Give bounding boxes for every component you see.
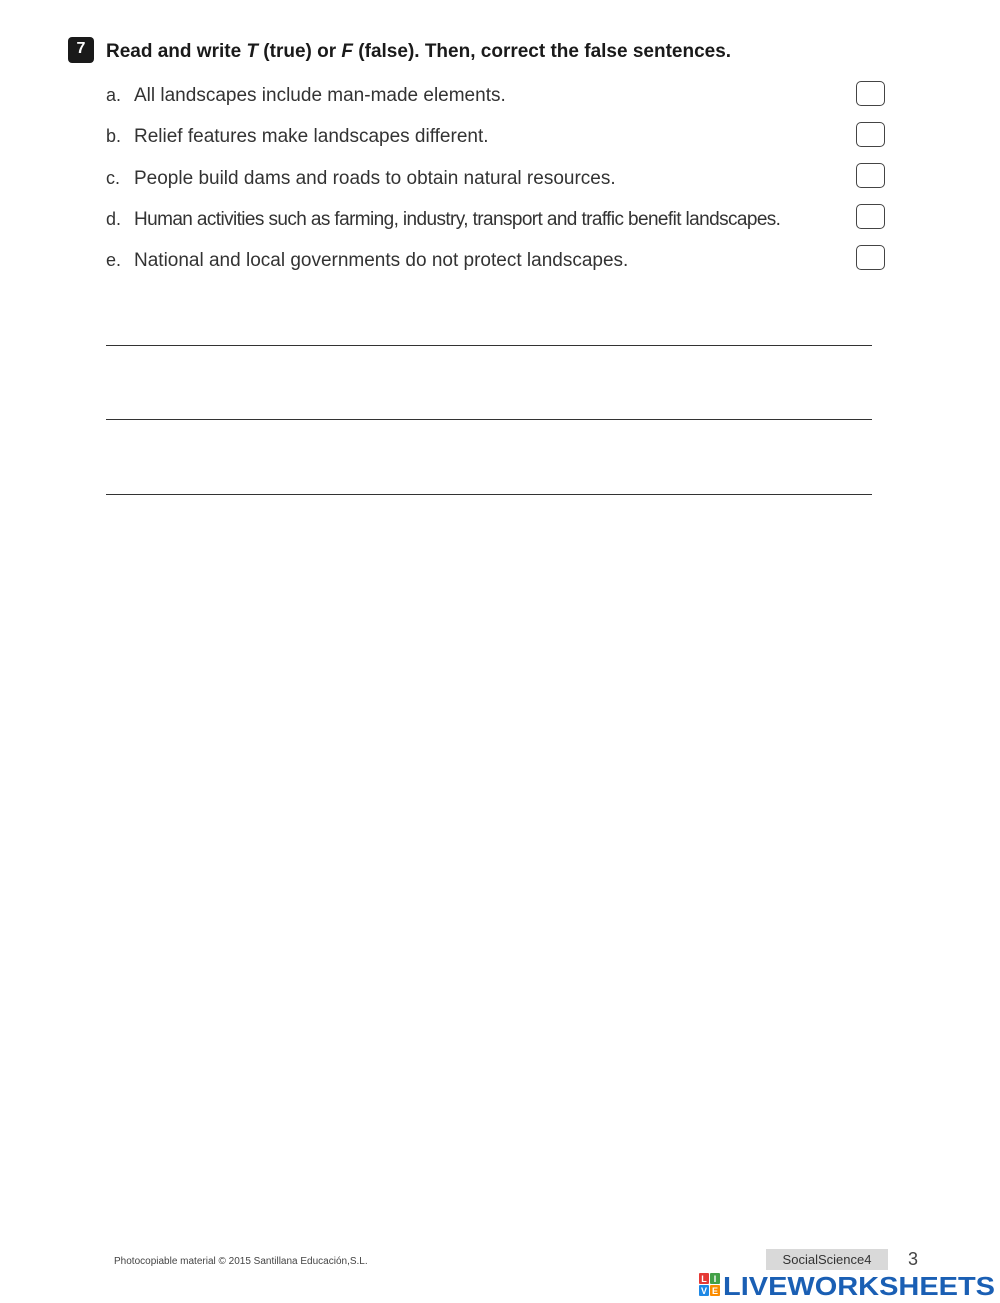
statement-text: Relief features make landscapes different. bbox=[134, 126, 489, 147]
svg-text:E: E bbox=[711, 1286, 719, 1296]
statement-text: National and local governments do not protect landscapes. bbox=[134, 250, 629, 271]
statement-letter: a. bbox=[106, 85, 122, 105]
correction-line-2[interactable] bbox=[106, 419, 872, 420]
statement-e bbox=[106, 250, 628, 272]
page-number: 3 bbox=[908, 1249, 919, 1269]
answer-box-c[interactable] bbox=[856, 163, 885, 188]
answer-box-d[interactable] bbox=[856, 204, 885, 229]
correction-line-1[interactable] bbox=[106, 345, 872, 346]
statement-text: People build dams and roads to obtain natural resources. bbox=[134, 168, 616, 189]
logo-wordmark: LIVEWORKSHEETS bbox=[723, 1271, 995, 1299]
exercise-title: Read and write T (true) or F (false). Then, correct the false sentences. bbox=[106, 41, 732, 62]
statement-a bbox=[106, 85, 506, 107]
exercise-number: 7 bbox=[68, 37, 94, 63]
answer-box-b[interactable] bbox=[856, 122, 885, 147]
answer-box-a[interactable] bbox=[856, 81, 885, 106]
statement-letter: c. bbox=[106, 168, 121, 188]
svg-text:I: I bbox=[713, 1274, 717, 1284]
liveworksheets-logo[interactable] bbox=[699, 1271, 996, 1299]
statement-text: Human activities such as farming, industry, transport and traffic benefit landscapes. bbox=[134, 209, 781, 230]
book-tag: SocialScience4 bbox=[766, 1249, 888, 1270]
svg-text:L: L bbox=[701, 1274, 707, 1284]
statement-c bbox=[106, 168, 616, 190]
statement-letter: e. bbox=[106, 250, 122, 270]
statement-b bbox=[106, 126, 489, 148]
statement-text: All landscapes include man-made elements. bbox=[134, 85, 506, 106]
svg-text:V: V bbox=[700, 1286, 708, 1296]
statement-d bbox=[106, 209, 780, 231]
answer-box-e[interactable] bbox=[856, 245, 885, 270]
statement-letter: d. bbox=[106, 209, 122, 229]
statement-letter: b. bbox=[106, 126, 122, 146]
correction-line-3[interactable] bbox=[106, 494, 872, 495]
copyright-notice: Photocopiable material © 2015 Santillana Educación,S.L. bbox=[114, 1256, 368, 1267]
